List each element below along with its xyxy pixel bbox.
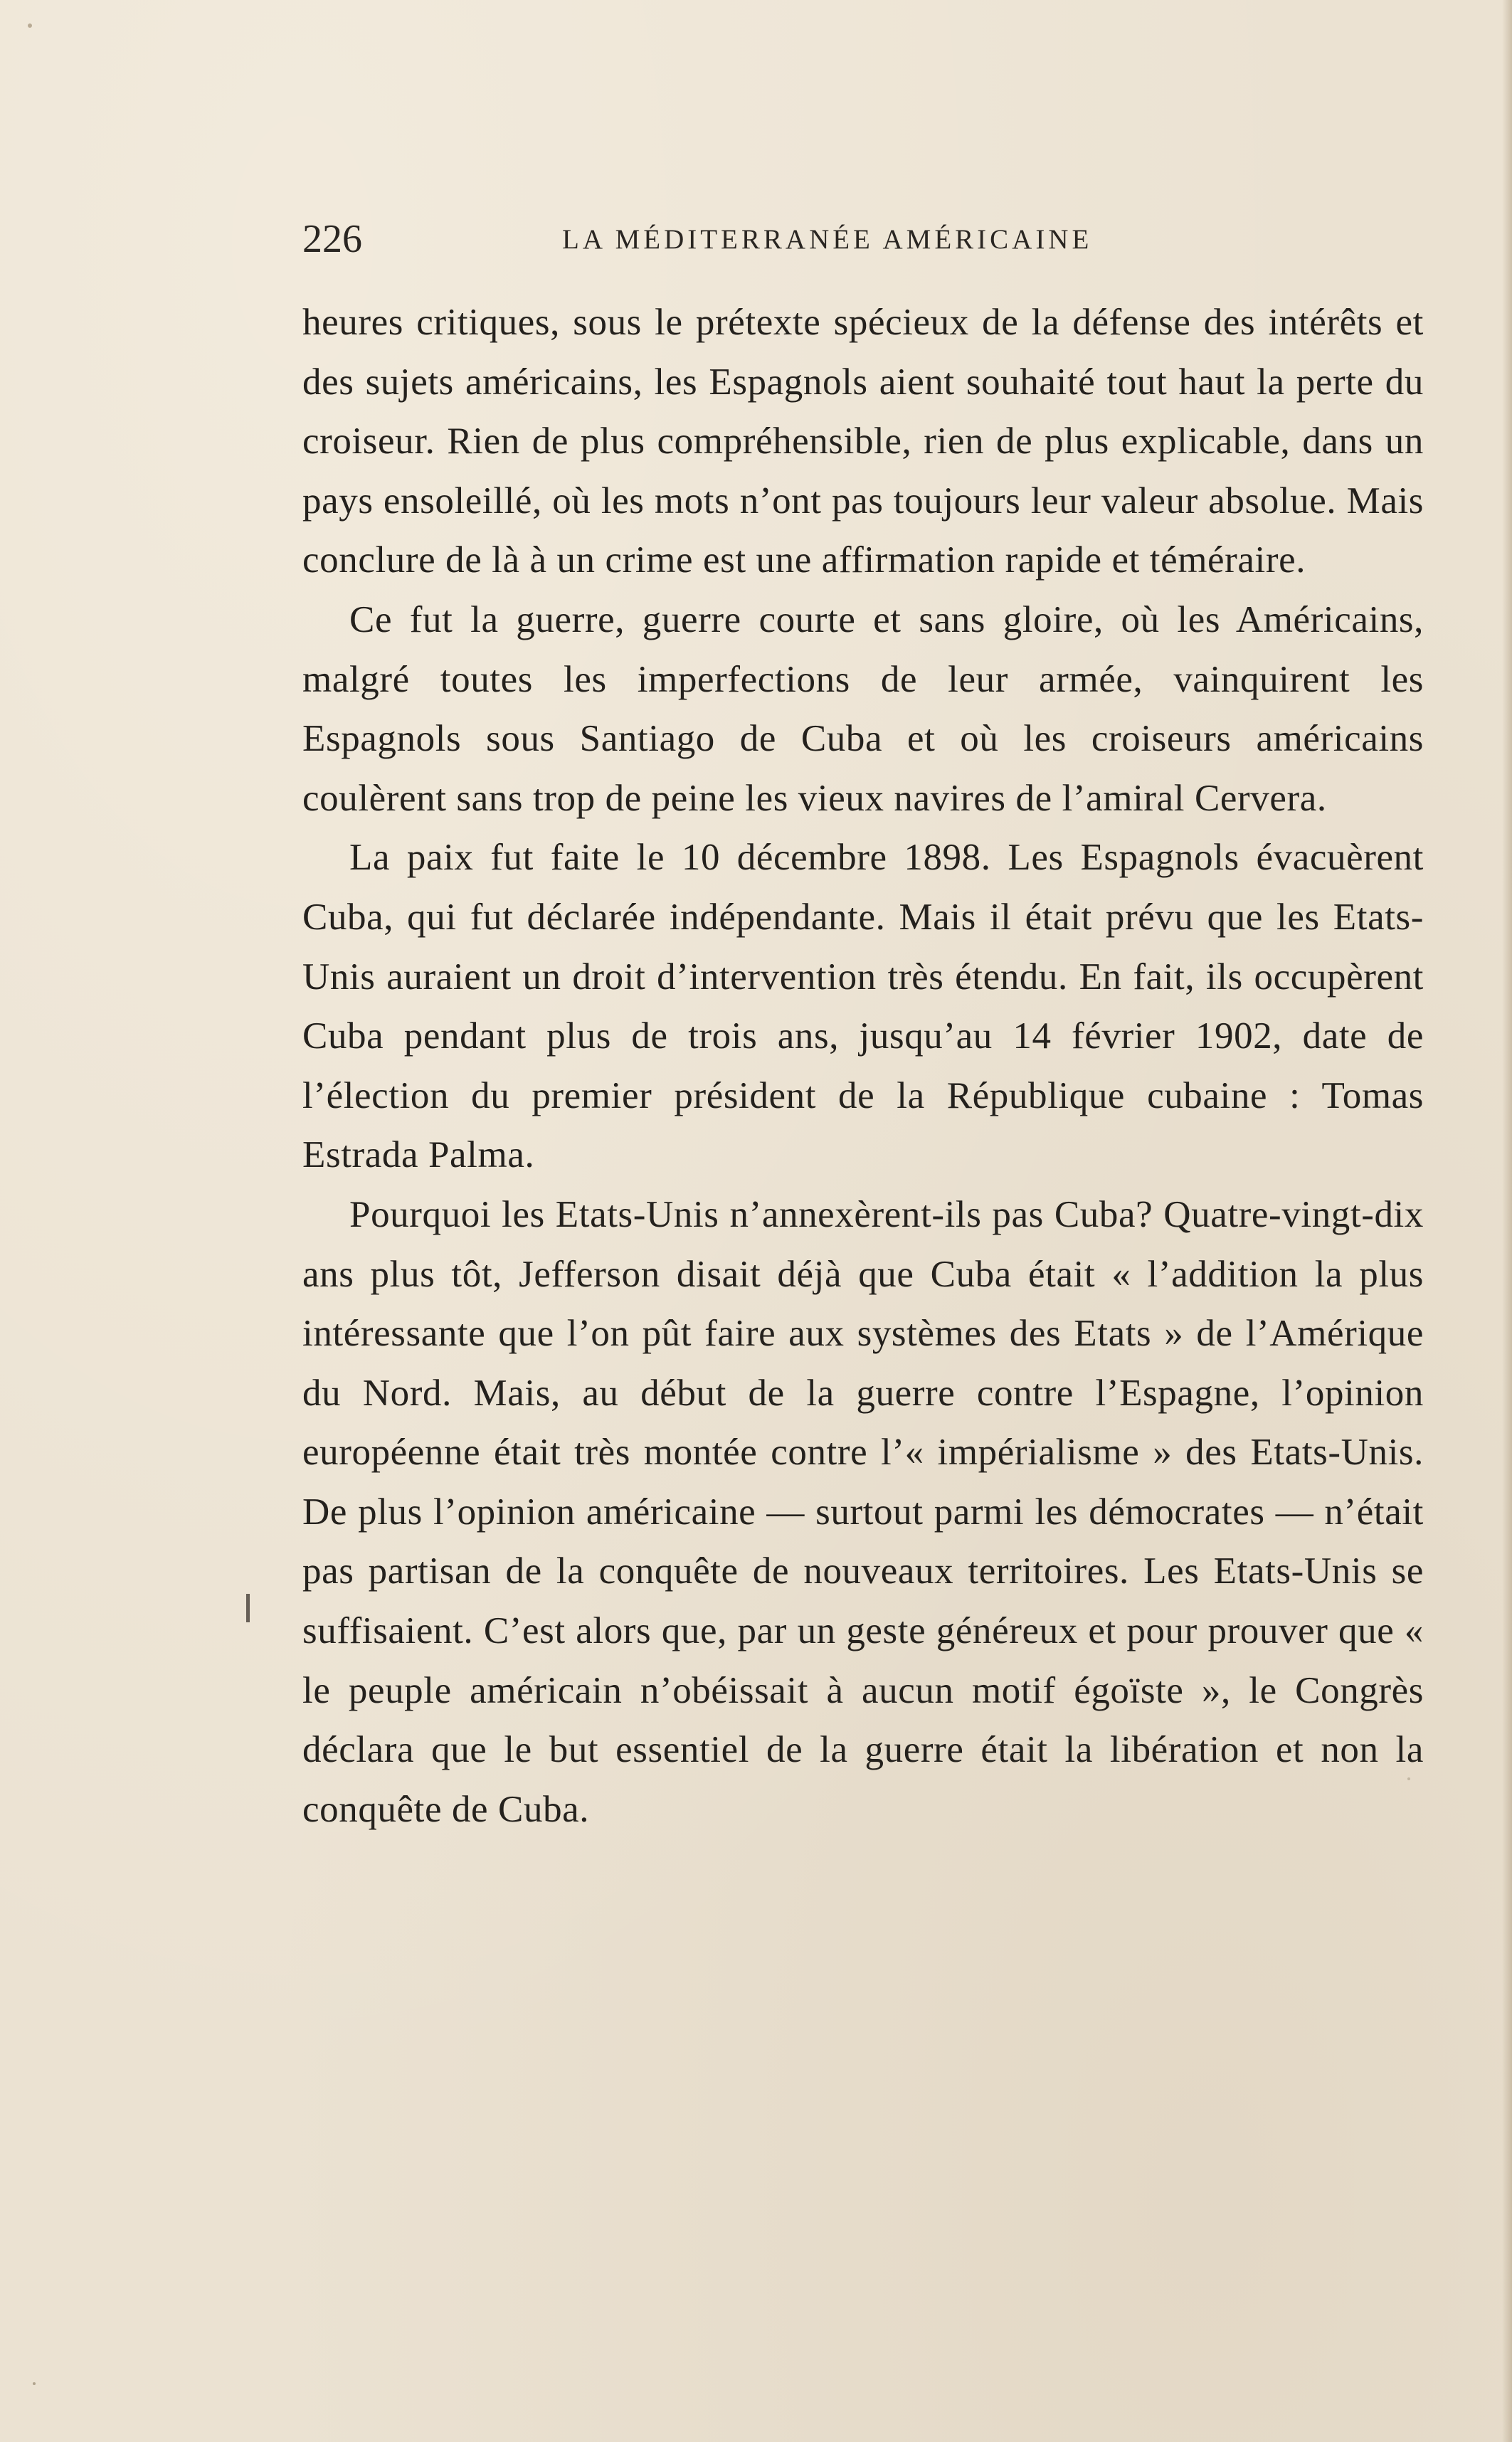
paragraph-3: La paix fut faite le 10 décembre 1898. Les Espagnols évacuèrent Cuba, qui fut déclarée indépendante. Mais il était prévu que les Etats-Unis auraient un droit d’intervention très étendu. En fait, ils occupèrent Cuba pendant plus de trois ans, jusqu’au 14 février 1902, date de l’élection du premier président de la République cubaine : Tomas Estrada Palma.: [302, 837, 1424, 1176]
paragraph-1: heures critiques, sous le prétexte spécieux de la défense des intérêts et des sujets américains, les Espagnols aient souhaité tout haut la perte du croiseur. Rien de plus compréhensible, rien de plus explicable, dans un pays ensoleillé, où les mots n’ont pas toujours leur valeur absolue. Mais conclure de là à un crime est une affirmation rapide et téméraire.: [302, 302, 1424, 581]
running-title: LA MÉDITERRANÉE AMÉRICAINE: [562, 224, 1093, 255]
page-number: 226: [302, 217, 362, 261]
paragraph-4: Pourquoi les Etats-Unis n’annexèrent-ils pas Cuba? Quatre-vingt-dix ans plus tôt, Jefferson disait déjà que Cuba était « l’addition la plus intéressante que l’on pût faire aux systèmes des Etats » de l’Amérique du Nord. Mais, au début de la guerre contre l’Espagne, l’opinion européenne était très montée contre l’« impérialisme » des Etats-Unis. De plus l’opinion américaine — surtout parmi les démocrates — n’était pas partisan de la conquête de nouveaux territoires. Les Etats-Unis se suffisaient. C’est alors que, par un geste généreux et pour prouver que « le peuple américain n’obéissait à aucun motif égoïste », le Congrès déclara que le but essentiel de la guerre était la libération et non la conquête de Cuba.: [302, 1193, 1424, 1830]
page-edge-shadow: [1502, 0, 1512, 2442]
paragraph-2: Ce fut la guerre, guerre courte et sans gloire, où les Américains, malgré toutes les imperfections de leur armée, vainquirent les Espagnols sous Santiago de Cuba et où les croiseurs américains coulèrent sans trop de peine les vieux navires de l’amiral Cervera.: [302, 598, 1424, 819]
running-head: [302, 211, 1427, 268]
body-text: [302, 293, 1424, 1839]
